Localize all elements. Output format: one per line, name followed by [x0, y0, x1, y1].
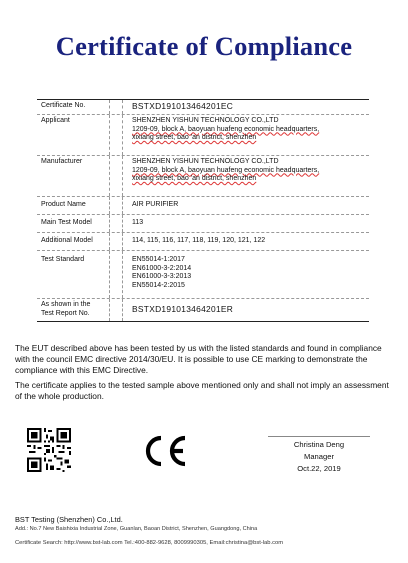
value-manufacturer: SHENZHEN YISHUN TECHNOLOGY CO.,LTD 1209-09, block A, baoyuan huafeng economic headquarters, xixiang street, bao 'an district, shenzhen: [132, 158, 320, 183]
certificate-details-table: [37, 99, 369, 322]
value-certificate-no: BSTXD191013464201EC: [132, 101, 234, 111]
footer-contact: Certificate Search: http://www.bst-lab.com Tel.:400-882-9628, 8009990305, Email:christina@bst-lab.com: [15, 540, 284, 546]
row-product-name: [37, 197, 369, 215]
row-report-no: [37, 299, 369, 321]
row-certificate-no: [37, 100, 369, 115]
label-additional-model: Additional Model: [41, 237, 93, 244]
scope-statement: The certificate applies to the tested sample above mentioned only and shall not imply an assessment of the whole production.: [15, 380, 389, 401]
row-applicant: [37, 115, 369, 156]
value-applicant: SHENZHEN YISHUN TECHNOLOGY CO.,LTD 1209-09, block A, baoyuan huafeng economic headquarters, xixiang street, bao 'an district, shenzhen: [132, 117, 320, 142]
value-test-standard: EN55014-1:2017 EN61000-3-2:2014 EN61000-3-3:2013 EN55014-2:2015: [132, 256, 192, 289]
footer-company: BST Testing (Shenzhen) Co.,Ltd.: [15, 515, 123, 524]
svg-text:CE: CE: [142, 432, 144, 433]
signatory-title: Manager: [304, 452, 334, 461]
footer-address: Add.: No.7 New Baishixia Industrial Zone, Guanlan, Baoan District, Shenzhen, Guangdong, China: [15, 526, 258, 532]
label-report-no: As shown in the Test Report No.: [41, 301, 91, 317]
qr-code-icon: [27, 428, 71, 472]
label-main-test-model: Main Test Model: [41, 219, 92, 226]
signatory-name: Christina Deng: [293, 440, 345, 449]
row-test-standard: [37, 251, 369, 299]
compliance-statement: The EUT described above has been tested by us with the listed standards and found in compliance with the council EMC directive 2014/30/EU. It is possible to use CE marking to demonstrate the compliance with this EMC Directive.: [15, 343, 382, 375]
label-test-standard: Test Standard: [41, 256, 85, 263]
signature-block: [268, 436, 370, 475]
row-manufacturer: [37, 156, 369, 197]
row-additional-model: [37, 233, 369, 251]
label-certificate-no: Certificate No.: [41, 102, 86, 109]
label-manufacturer: Manufacturer: [41, 158, 83, 165]
value-product-name: AIR PURIFIER: [132, 201, 179, 208]
value-additional-model: 114, 115, 116, 117, 118, 119, 120, 121, 122: [132, 237, 266, 244]
signature-date: Oct.22, 2019: [297, 464, 341, 473]
certificate-title: Certificate of Compliance: [55, 31, 353, 61]
label-product-name: Product Name: [41, 201, 86, 208]
value-report-no: BSTXD191013464201ER: [132, 304, 234, 314]
label-applicant: Applicant: [41, 117, 70, 124]
ce-mark-icon: [142, 432, 188, 470]
row-main-test-model: [37, 215, 369, 233]
value-main-test-model: 113: [132, 219, 144, 226]
